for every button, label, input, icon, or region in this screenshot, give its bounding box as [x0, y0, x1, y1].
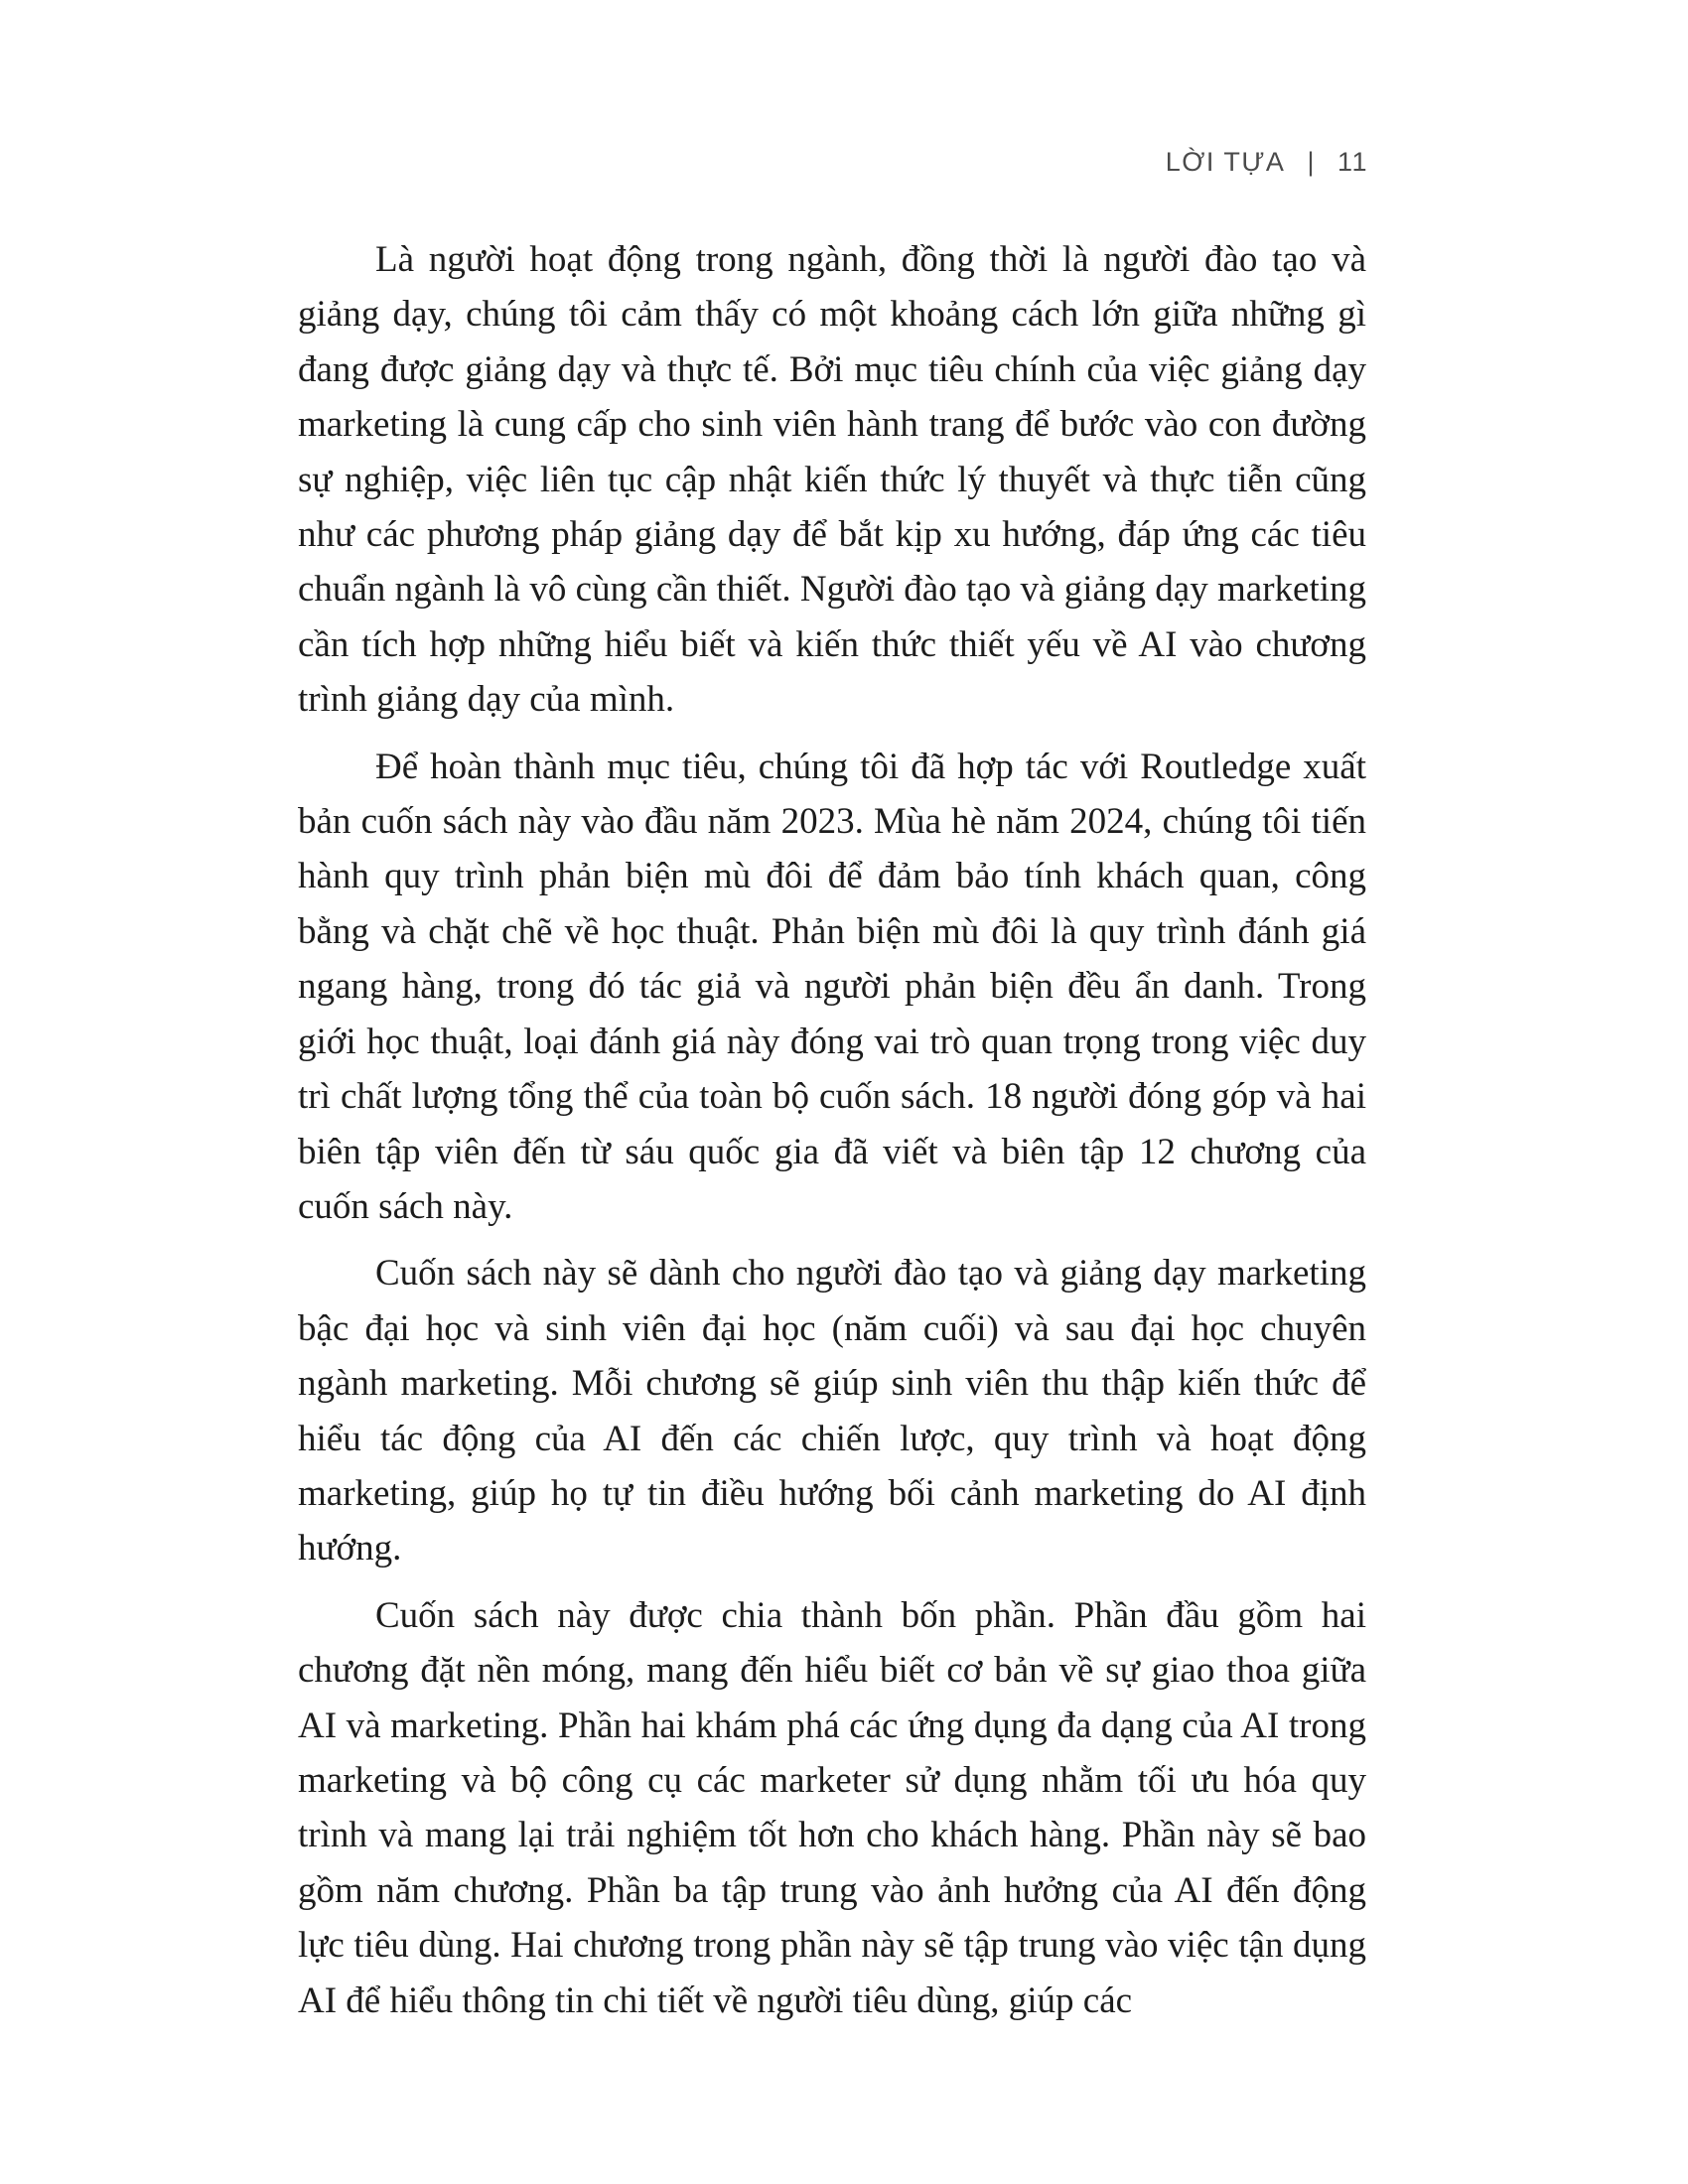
paragraph: Là người hoạt động trong ngành, đồng thời là người đào tạo và giảng dạy, chúng tôi cảm thấy có một khoảng cách lớn giữa những gì đang được giảng dạy và thực tế. Bởi mục tiêu chính của việc giảng dạy marketing là cung cấp cho sinh viên hành trang để bước vào con đường sự nghiệp, việc liên tục cập nhật kiến thức lý thuyết và thực tiễn cũng như các phương pháp giảng dạy để bắt kịp xu hướng, đáp ứng các tiêu chuẩn ngành là vô cùng cần thiết. Người đào tạo và giảng dạy marketing cần tích hợp những hiểu biết và kiến thức thiết yếu về AI vào chương trình giảng dạy của mình. [298, 239, 1366, 721]
body-text [298, 232, 1366, 2040]
paragraph: Để hoàn thành mục tiêu, chúng tôi đã hợp tác với Routledge xuất bản cuốn sách này vào đầu năm 2023. Mùa hè năm 2024, chúng tôi tiến hành quy trình phản biện mù đôi để đảm bảo tính khách quan, công bằng và chặt chẽ về học thuật. Phản biện mù đôi là quy trình đánh giá ngang hàng, trong đó tác giả và người phản biện đều ẩn danh. Trong giới học thuật, loại đánh giá này đóng vai trò quan trọng trong việc duy trì chất lượng tổng thể của toàn bộ cuốn sách. 18 người đóng góp và hai biên tập viên đến từ sáu quốc gia đã viết và biên tập 12 chương của cuốn sách này. [298, 746, 1366, 1227]
page-number: 11 [1336, 147, 1368, 177]
header-separator: | [1307, 147, 1316, 177]
running-header [1166, 147, 1368, 178]
paragraph: Cuốn sách này sẽ dành cho người đào tạo và giảng dạy marketing bậc đại học và sinh viên đại học (năm cuối) và sau đại học chuyên ngành marketing. Mỗi chương sẽ giúp sinh viên thu thập kiến thức để hiểu tác động của AI đến các chiến lược, quy trình và hoạt động marketing, giúp họ tự tin điều hướng bối cảnh marketing do AI định hướng. [298, 1253, 1366, 1570]
section-title: LỜI TỰA [1165, 147, 1286, 177]
paragraph: Cuốn sách này được chia thành bốn phần. Phần đầu gồm hai chương đặt nền móng, mang đến hiểu biết cơ bản về sự giao thoa giữa AI và marketing. Phần hai khám phá các ứng dụng đa dạng của AI trong marketing và bộ công cụ các marketer sử dụng nhằm tối ưu hóa quy trình và mang lại trải nghiệm tốt hơn cho khách hàng. Phần này sẽ bao gồm năm chương. Phần ba tập trung vào ảnh hưởng của AI đến động lực tiêu dùng. Hai chương trong phần này sẽ tập trung vào việc tận dụng AI để hiểu thông tin chi tiết về người tiêu dùng, giúp các [298, 1594, 1366, 2021]
